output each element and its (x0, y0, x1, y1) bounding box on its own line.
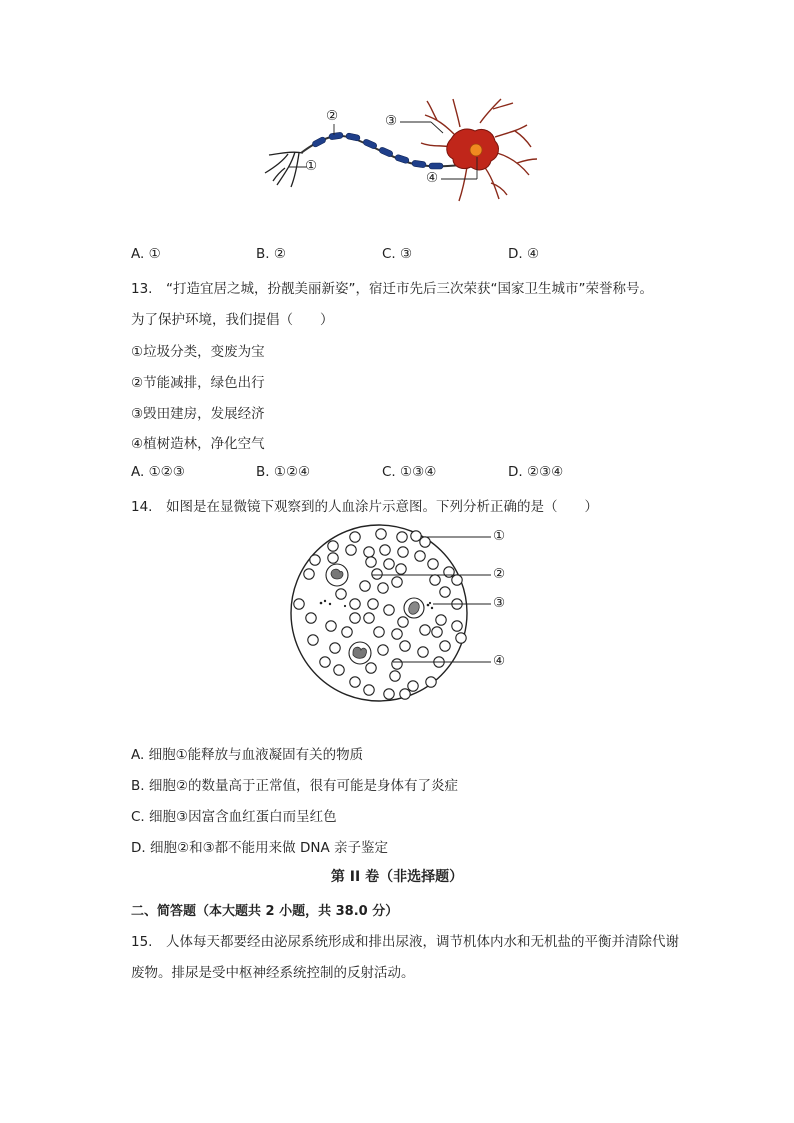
red-blood-cell (346, 545, 356, 555)
red-blood-cell (428, 559, 438, 569)
smear-label-2: ② (493, 566, 506, 582)
red-blood-cell (330, 643, 340, 653)
red-blood-cell (310, 555, 320, 565)
red-blood-cell (430, 575, 440, 585)
smear-label-4: ④ (493, 653, 506, 669)
red-blood-cell (342, 627, 352, 637)
red-blood-cell (420, 537, 430, 547)
q12-option-b: B. ② (256, 246, 286, 262)
q13-stem-line1: 13. “打造宜居之城，扮靓美丽新姿”，宿迁市先后三次荣获“国家卫生城市”荣誉称号。 (131, 281, 653, 297)
white-blood-cell-upper (326, 564, 348, 586)
q13-item-3: ③毁田建房，发展经济 (131, 406, 265, 422)
red-blood-cell (378, 645, 388, 655)
red-blood-cell (400, 689, 410, 699)
neuron-label-3: ③ (385, 113, 398, 129)
red-blood-cell (364, 547, 374, 557)
red-blood-cell (380, 545, 390, 555)
q14-option-c: C. 细胞③因富含血红蛋白而呈红色 (131, 809, 337, 825)
red-blood-cell (440, 587, 450, 597)
q12-option-d: D. ④ (508, 246, 540, 262)
q13-item-1: ①垃圾分类，变废为宝 (131, 344, 265, 360)
q15-line1: 15. 人体每天都要经由泌尿系统形成和排出尿液，调节机体内水和无机盐的平衡并清除代谢 (131, 934, 679, 950)
smear-label-3: ③ (493, 595, 506, 611)
q13-item-4: ④植树造林，净化空气 (131, 436, 265, 452)
blood-smear-figure (285, 522, 525, 707)
red-blood-cell (436, 615, 446, 625)
q13-option-b: B. ①②④ (256, 464, 311, 480)
red-blood-cell (376, 529, 386, 539)
axon-terminal (265, 152, 303, 187)
red-blood-cell (420, 625, 430, 635)
red-blood-cell (396, 564, 406, 574)
q13-option-c: C. ①③④ (382, 464, 437, 480)
white-blood-cell-right (404, 598, 424, 618)
red-blood-cell (384, 689, 394, 699)
red-blood-cell (384, 605, 394, 615)
myelin-sheath (311, 132, 443, 169)
red-blood-cell (350, 599, 360, 609)
q13-option-d: D. ②③④ (508, 464, 564, 480)
red-blood-cell (398, 617, 408, 627)
q14-option-a: A. 细胞①能释放与血液凝固有关的物质 (131, 747, 364, 763)
red-blood-cell (398, 547, 408, 557)
red-blood-cell (408, 681, 418, 691)
red-blood-cell (320, 657, 330, 667)
red-blood-cell (390, 671, 400, 681)
red-blood-cell (336, 589, 346, 599)
red-blood-cell (444, 567, 454, 577)
red-blood-cell (364, 685, 374, 695)
section-heading: 二、简答题（本大题共 2 小题，共 38.0 分） (131, 904, 399, 919)
red-blood-cell (366, 557, 376, 567)
neuron-label-2: ② (326, 108, 339, 124)
red-blood-cell (392, 659, 402, 669)
neuron-label-1: ① (305, 158, 318, 174)
nucleus (470, 144, 482, 156)
q15-line2: 废物。排尿是受中枢神经系统控制的反射活动。 (131, 965, 415, 981)
q12-option-c: C. ③ (382, 246, 413, 262)
red-blood-cell (426, 677, 436, 687)
red-blood-cell (384, 559, 394, 569)
red-blood-cell (294, 599, 304, 609)
red-blood-cell (360, 581, 370, 591)
red-blood-cell (374, 627, 384, 637)
white-blood-cell-lower (349, 642, 371, 664)
red-blood-cell (328, 553, 338, 563)
red-blood-cell (326, 621, 336, 631)
red-blood-cell (308, 635, 318, 645)
q12-option-a: A. ① (131, 246, 161, 262)
q14-stem: 14. 如图是在显微镜下观察到的人血涂片示意图。下列分析正确的是（ ） (131, 499, 598, 515)
red-blood-cell (368, 599, 378, 609)
neuron-label-4: ④ (426, 170, 439, 186)
part2-title: 第 II 卷（非选择题） (330, 869, 464, 885)
red-blood-cell (418, 647, 428, 657)
q13-option-a: A. ①②③ (131, 464, 185, 480)
q13-item-2: ②节能减排，绿色出行 (131, 375, 265, 391)
red-blood-cell (392, 629, 402, 639)
red-blood-cell (364, 613, 374, 623)
red-blood-cell (350, 532, 360, 542)
red-blood-cell (397, 532, 407, 542)
q13-stem-line2: 为了保护环境，我们提倡（ ） (131, 312, 334, 328)
red-blood-cell (415, 551, 425, 561)
red-blood-cell (328, 541, 338, 551)
red-blood-cell (334, 665, 344, 675)
red-blood-cell (400, 641, 410, 651)
red-blood-cell (456, 633, 466, 643)
neuron-figure (255, 95, 545, 210)
red-blood-cell (372, 569, 382, 579)
red-blood-cell (306, 613, 316, 623)
red-blood-cell (378, 583, 388, 593)
red-blood-cell (350, 677, 360, 687)
red-blood-cell (392, 577, 402, 587)
red-blood-cell (304, 569, 314, 579)
red-blood-cell (452, 621, 462, 631)
red-blood-cell (350, 613, 360, 623)
red-blood-cell (440, 641, 450, 651)
red-blood-cell (411, 531, 421, 541)
q14-option-b: B. 细胞②的数量高于正常值，很有可能是身体有了炎症 (131, 778, 458, 794)
red-blood-cell (452, 575, 462, 585)
red-blood-cell (432, 627, 442, 637)
red-blood-cell (366, 663, 376, 673)
smear-label-1: ① (493, 528, 506, 544)
q14-option-d: D. 细胞②和③都不能用来做 DNA 亲子鉴定 (131, 840, 388, 856)
